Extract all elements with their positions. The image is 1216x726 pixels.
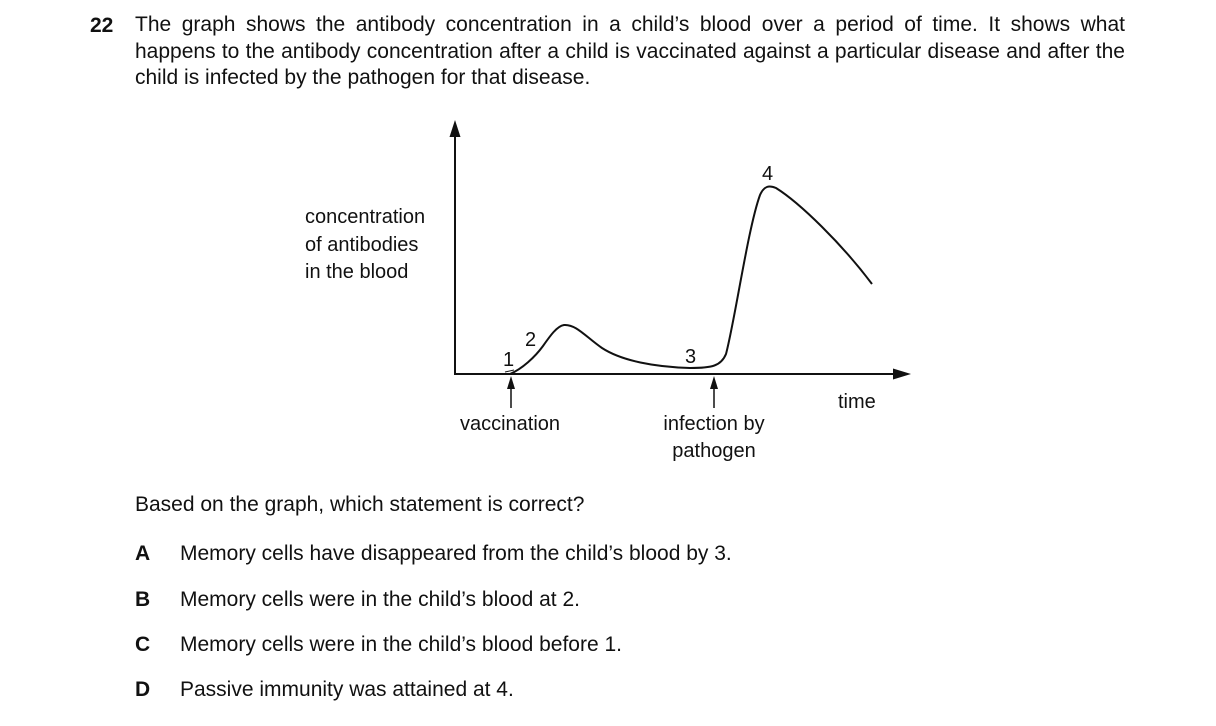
infection-label-line2: pathogen [672,440,756,462]
option-text: Memory cells have disappeared from the child’s blood by 3. [180,542,732,565]
option-text: Memory cells were in the child’s blood at 2. [180,588,580,611]
point-label-4: 4 [762,163,774,185]
option-text: Memory cells were in the child’s blood before 1. [180,633,622,656]
option-letter: C [135,633,151,656]
y-axis-label-line3: in the blood [305,261,409,283]
vaccination-arrowhead [507,376,515,389]
point-label-2: 2 [525,329,537,351]
point-label-1: 1 [503,349,515,371]
option-letter: D [135,678,151,701]
y-axis-arrowhead [450,120,461,137]
option-text: Passive immunity was attained at 4. [180,678,514,701]
x-axis-arrowhead [893,369,911,380]
question-number: 22 [90,14,114,37]
question-stem: The graph shows the antibody concentration in a child’s blood over a period of time. It shows what happens to the antibody concentration after a child is vaccinated against a particular disease and after the child is infected by the pathogen for that disease. [135,13,1125,89]
y-axis-label-line2: of antibodies [305,234,419,256]
option-letter: B [135,588,151,611]
vaccination-label: vaccination [459,413,561,435]
x-axis-label: time [838,391,876,413]
infection-arrowhead [710,376,718,389]
point-label-3: 3 [685,346,697,368]
question-prompt: Based on the graph, which statement is correct? [135,493,585,516]
option-letter: A [135,542,151,565]
y-axis-label-line1: concentration [305,206,426,228]
infection-label-line1: infection by [663,413,765,435]
